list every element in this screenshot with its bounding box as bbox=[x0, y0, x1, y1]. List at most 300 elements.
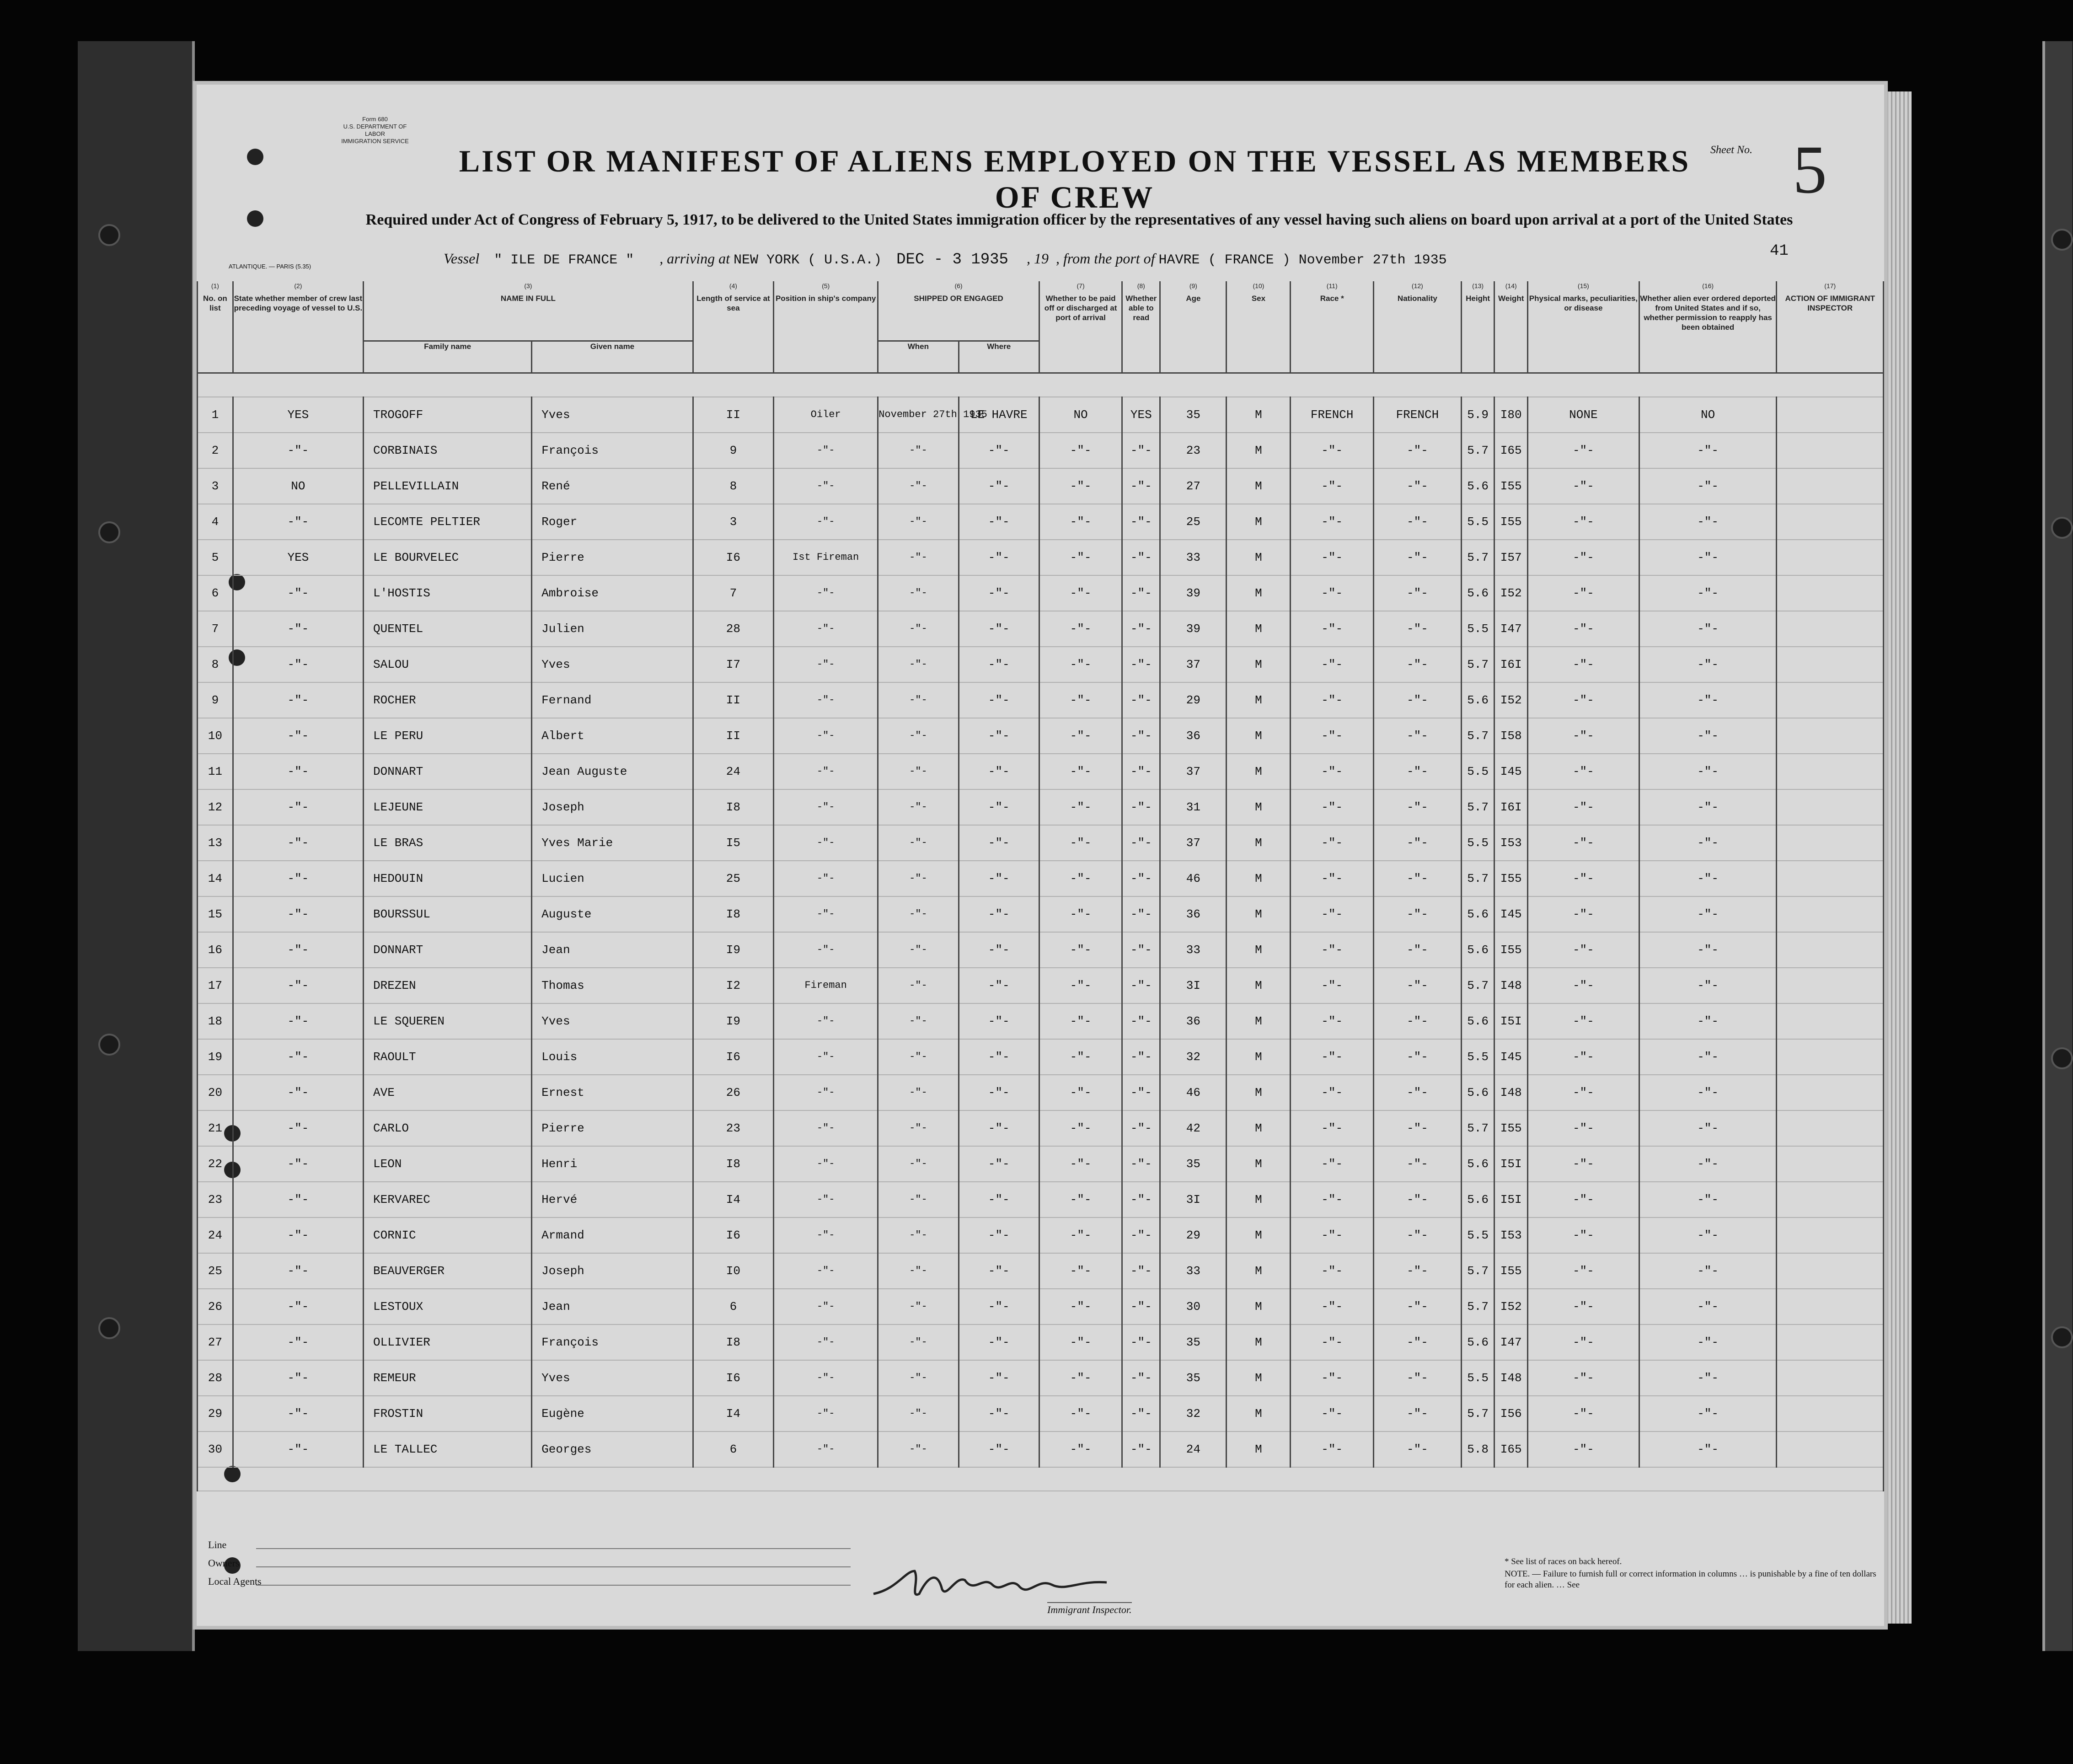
cell-where: -"- bbox=[959, 1289, 1039, 1324]
binder-ring-hole bbox=[2051, 1326, 2073, 1348]
cell-given: Thomas bbox=[532, 968, 693, 1003]
cell-race: -"- bbox=[1291, 1146, 1373, 1182]
cell-read: -"- bbox=[1122, 682, 1160, 718]
cell-read: -"- bbox=[1122, 1039, 1160, 1075]
cell-when: -"- bbox=[878, 1003, 959, 1039]
cell-action bbox=[1777, 1182, 1884, 1217]
cell-height: 5.7 bbox=[1461, 861, 1494, 896]
cell-no: 19 bbox=[198, 1039, 233, 1075]
cell-read: -"- bbox=[1122, 968, 1160, 1003]
cell-where: -"- bbox=[959, 1432, 1039, 1467]
cell-age: 37 bbox=[1160, 754, 1227, 789]
cell-no: 4 bbox=[198, 504, 233, 540]
cell-marks: -"- bbox=[1528, 611, 1639, 647]
cell-given: Lucien bbox=[532, 861, 693, 896]
cell-age: 33 bbox=[1160, 540, 1227, 575]
cell-race: -"- bbox=[1291, 1217, 1373, 1253]
cell-weight: I52 bbox=[1494, 682, 1528, 718]
cell-no: 16 bbox=[198, 932, 233, 968]
header-nationality: (12) Nationality bbox=[1373, 281, 1461, 373]
cell-weight: I53 bbox=[1494, 1217, 1528, 1253]
cell-when: -"- bbox=[878, 540, 959, 575]
cell-given: Roger bbox=[532, 504, 693, 540]
departure-port: HAVRE ( FRANCE ) November 27th 1935 bbox=[1158, 252, 1447, 268]
cell-nationality: -"- bbox=[1373, 1110, 1461, 1146]
cell-where: -"- bbox=[959, 468, 1039, 504]
cell-where: -"- bbox=[959, 540, 1039, 575]
table-header bbox=[198, 281, 1884, 373]
cell-read: -"- bbox=[1122, 1003, 1160, 1039]
table-row bbox=[198, 789, 1884, 825]
cell-position: -"- bbox=[774, 861, 878, 896]
cell-when: -"- bbox=[878, 647, 959, 682]
cell-when: -"- bbox=[878, 468, 959, 504]
cell-marks: -"- bbox=[1528, 575, 1639, 611]
cell-race: -"- bbox=[1291, 1289, 1373, 1324]
cell-paid: -"- bbox=[1039, 789, 1122, 825]
cell-read: -"- bbox=[1122, 1110, 1160, 1146]
note-text: — Failure to furnish full or correct information in columns … is punishable by a fine of ten dollars for each alien. … See bbox=[1505, 1569, 1876, 1590]
cell-no: 26 bbox=[198, 1289, 233, 1324]
cell-sex: M bbox=[1227, 1360, 1291, 1396]
cell-paid: -"- bbox=[1039, 861, 1122, 896]
cell-deported: -"- bbox=[1639, 682, 1777, 718]
header-sex: (10) Sex bbox=[1227, 281, 1291, 373]
cell-family: HEDOUIN bbox=[363, 861, 531, 896]
cell-marks: -"- bbox=[1528, 504, 1639, 540]
header-race: (11) Race * bbox=[1291, 281, 1373, 373]
cell-sex: M bbox=[1227, 1039, 1291, 1075]
table-row bbox=[198, 1396, 1884, 1432]
cell-height: 5.5 bbox=[1461, 754, 1494, 789]
header-family-name: Family name bbox=[363, 341, 531, 373]
cell-action bbox=[1777, 1289, 1884, 1324]
cell-deported: -"- bbox=[1639, 1146, 1777, 1182]
sheet-label: Sheet No. bbox=[1710, 144, 1752, 156]
cell-sex: M bbox=[1227, 647, 1291, 682]
cell-age: 32 bbox=[1160, 1039, 1227, 1075]
cell-when: -"- bbox=[878, 1253, 959, 1289]
cell-height: 5.7 bbox=[1461, 433, 1494, 468]
cell-marks: -"- bbox=[1528, 1324, 1639, 1360]
cell-age: 25 bbox=[1160, 504, 1227, 540]
cell-when: -"- bbox=[878, 789, 959, 825]
cell-action bbox=[1777, 1324, 1884, 1360]
header-previous-voyage: (2) State whether member of crew last preceding voyage of vessel to U.S. bbox=[233, 281, 363, 373]
cell-when: -"- bbox=[878, 968, 959, 1003]
cell-age: 31 bbox=[1160, 789, 1227, 825]
cell-deported: NO bbox=[1639, 397, 1777, 433]
cell-where: -"- bbox=[959, 1075, 1039, 1110]
cell-age: 30 bbox=[1160, 1289, 1227, 1324]
cell-race: -"- bbox=[1291, 611, 1373, 647]
cell-marks: -"- bbox=[1528, 718, 1639, 754]
cell-when: -"- bbox=[878, 1110, 959, 1146]
cell-height: 5.7 bbox=[1461, 540, 1494, 575]
cell-where: -"- bbox=[959, 789, 1039, 825]
cell-family: LE BOURVELEC bbox=[363, 540, 531, 575]
cell-action bbox=[1777, 682, 1884, 718]
table-row bbox=[198, 861, 1884, 896]
cell-prev: NO bbox=[233, 468, 363, 504]
cell-age: 46 bbox=[1160, 1075, 1227, 1110]
cell-service: 7 bbox=[693, 575, 773, 611]
cell-prev: -"- bbox=[233, 647, 363, 682]
cell-height: 5.7 bbox=[1461, 1110, 1494, 1146]
cell-weight: I56 bbox=[1494, 1396, 1528, 1432]
cell-weight: I45 bbox=[1494, 1039, 1528, 1075]
cell-read: -"- bbox=[1122, 825, 1160, 861]
cell-position: -"- bbox=[774, 1360, 878, 1396]
cell-deported: -"- bbox=[1639, 1396, 1777, 1432]
cell-paid: -"- bbox=[1039, 896, 1122, 932]
cell-paid: -"- bbox=[1039, 1039, 1122, 1075]
cell-action bbox=[1777, 1432, 1884, 1467]
binder-right-strip bbox=[2042, 41, 2073, 1651]
page-stack-edge bbox=[1884, 91, 1912, 1624]
cell-sex: M bbox=[1227, 1396, 1291, 1432]
cell-family: RAOULT bbox=[363, 1039, 531, 1075]
cell-height: 5.6 bbox=[1461, 932, 1494, 968]
cell-where: -"- bbox=[959, 932, 1039, 968]
cell-marks: -"- bbox=[1528, 861, 1639, 896]
cell-no: 20 bbox=[198, 1075, 233, 1110]
cell-position: -"- bbox=[774, 754, 878, 789]
cell-sex: M bbox=[1227, 861, 1291, 896]
cell-nationality: -"- bbox=[1373, 825, 1461, 861]
cell-read: -"- bbox=[1122, 718, 1160, 754]
cell-given: Ernest bbox=[532, 1075, 693, 1110]
cell-family: REMEUR bbox=[363, 1360, 531, 1396]
cell-where: -"- bbox=[959, 575, 1039, 611]
cell-weight: I48 bbox=[1494, 968, 1528, 1003]
cell-service: I6 bbox=[693, 1360, 773, 1396]
cell-no: 5 bbox=[198, 540, 233, 575]
cell-no: 13 bbox=[198, 825, 233, 861]
cell-age: 32 bbox=[1160, 1396, 1227, 1432]
cell-race: -"- bbox=[1291, 1075, 1373, 1110]
cell-where: -"- bbox=[959, 647, 1039, 682]
header-age: (9) Age bbox=[1160, 281, 1227, 373]
header-where: Where bbox=[959, 341, 1039, 373]
table-row bbox=[198, 575, 1884, 611]
cell-read: -"- bbox=[1122, 1289, 1160, 1324]
table-row bbox=[198, 468, 1884, 504]
cell-height: 5.5 bbox=[1461, 1217, 1494, 1253]
cell-race: -"- bbox=[1291, 754, 1373, 789]
cell-read: -"- bbox=[1122, 433, 1160, 468]
table-row bbox=[198, 1110, 1884, 1146]
cell-prev: -"- bbox=[233, 575, 363, 611]
table-row bbox=[198, 896, 1884, 932]
cell-age: 29 bbox=[1160, 1217, 1227, 1253]
cell-no: 6 bbox=[198, 575, 233, 611]
cell-no: 30 bbox=[198, 1432, 233, 1467]
cell-where: -"- bbox=[959, 1039, 1039, 1075]
cell-action bbox=[1777, 433, 1884, 468]
cell-given: François bbox=[532, 433, 693, 468]
table-row bbox=[198, 825, 1884, 861]
cell-where: -"- bbox=[959, 896, 1039, 932]
line-label: Line bbox=[208, 1539, 227, 1550]
cell-no: 8 bbox=[198, 647, 233, 682]
cell-position: -"- bbox=[774, 1396, 878, 1432]
cell-age: 33 bbox=[1160, 1253, 1227, 1289]
binder-ring-hole bbox=[2051, 517, 2073, 539]
owners-rule bbox=[256, 1566, 851, 1567]
cell-sex: M bbox=[1227, 968, 1291, 1003]
cell-height: 5.6 bbox=[1461, 1146, 1494, 1182]
binder-ring-hole bbox=[98, 1317, 120, 1339]
cell-service: II bbox=[693, 682, 773, 718]
cell-nationality: -"- bbox=[1373, 468, 1461, 504]
cell-nationality: -"- bbox=[1373, 682, 1461, 718]
cell-race: -"- bbox=[1291, 896, 1373, 932]
cell-weight: I5I bbox=[1494, 1182, 1528, 1217]
cell-weight: I65 bbox=[1494, 433, 1528, 468]
cell-prev: -"- bbox=[233, 1360, 363, 1396]
cell-paid: -"- bbox=[1039, 468, 1122, 504]
cell-service: 23 bbox=[693, 1110, 773, 1146]
binder-left-strip bbox=[78, 41, 195, 1651]
cell-position: -"- bbox=[774, 468, 878, 504]
cell-read: -"- bbox=[1122, 1075, 1160, 1110]
form-identifier bbox=[336, 116, 414, 145]
cell-service: I4 bbox=[693, 1182, 773, 1217]
cell-weight: I47 bbox=[1494, 1324, 1528, 1360]
cell-no: 11 bbox=[198, 754, 233, 789]
table-row bbox=[198, 1075, 1884, 1110]
cell-paid: -"- bbox=[1039, 433, 1122, 468]
cell-paid: -"- bbox=[1039, 1324, 1122, 1360]
cell-height: 5.7 bbox=[1461, 968, 1494, 1003]
cell-action bbox=[1777, 896, 1884, 932]
cell-read: -"- bbox=[1122, 504, 1160, 540]
cell-read: -"- bbox=[1122, 1396, 1160, 1432]
cell-race: -"- bbox=[1291, 1396, 1373, 1432]
cell-given: René bbox=[532, 468, 693, 504]
header-list-number: (1) No. on list bbox=[198, 281, 233, 373]
cell-paid: -"- bbox=[1039, 968, 1122, 1003]
cell-position: -"- bbox=[774, 896, 878, 932]
header-weight: (14) Weight bbox=[1494, 281, 1528, 373]
cell-weight: I48 bbox=[1494, 1075, 1528, 1110]
punch-hole bbox=[247, 149, 263, 165]
table-row bbox=[198, 611, 1884, 647]
cell-given: François bbox=[532, 1324, 693, 1360]
cell-paid: -"- bbox=[1039, 1360, 1122, 1396]
cell-service: II bbox=[693, 718, 773, 754]
binder-ring-hole bbox=[2051, 1047, 2073, 1069]
cell-deported: -"- bbox=[1639, 1432, 1777, 1467]
cell-where: -"- bbox=[959, 504, 1039, 540]
cell-prev: -"- bbox=[233, 825, 363, 861]
cell-when: -"- bbox=[878, 504, 959, 540]
cell-read: -"- bbox=[1122, 1146, 1160, 1182]
cell-marks: -"- bbox=[1528, 932, 1639, 968]
cell-sex: M bbox=[1227, 433, 1291, 468]
cell-nationality: -"- bbox=[1373, 1360, 1461, 1396]
cell-read: -"- bbox=[1122, 647, 1160, 682]
cell-weight: I58 bbox=[1494, 718, 1528, 754]
cell-age: 3I bbox=[1160, 968, 1227, 1003]
cell-sex: M bbox=[1227, 754, 1291, 789]
cell-when: -"- bbox=[878, 1360, 959, 1396]
cell-paid: NO bbox=[1039, 397, 1122, 433]
cell-nationality: -"- bbox=[1373, 540, 1461, 575]
signature-caption: Immigrant Inspector. bbox=[1047, 1602, 1132, 1616]
year-label: , 19 bbox=[1026, 250, 1049, 267]
cell-deported: -"- bbox=[1639, 504, 1777, 540]
cell-deported: -"- bbox=[1639, 1360, 1777, 1396]
cell-given: Yves bbox=[532, 1003, 693, 1039]
cell-nationality: -"- bbox=[1373, 968, 1461, 1003]
cell-family: AVE bbox=[363, 1075, 531, 1110]
cell-prev: -"- bbox=[233, 1110, 363, 1146]
cell-height: 5.7 bbox=[1461, 789, 1494, 825]
cell-sex: M bbox=[1227, 1110, 1291, 1146]
cell-weight: I53 bbox=[1494, 825, 1528, 861]
cell-sex: M bbox=[1227, 1003, 1291, 1039]
cell-position: Oiler bbox=[774, 397, 878, 433]
cell-nationality: -"- bbox=[1373, 896, 1461, 932]
spacer-row bbox=[198, 1467, 1884, 1491]
cell-family: LE TALLEC bbox=[363, 1432, 531, 1467]
cell-paid: -"- bbox=[1039, 611, 1122, 647]
cell-position: -"- bbox=[774, 1039, 878, 1075]
cell-position: -"- bbox=[774, 789, 878, 825]
table-body bbox=[198, 373, 1884, 1491]
service-name: IMMIGRATION SERVICE bbox=[341, 138, 409, 145]
cell-age: 29 bbox=[1160, 682, 1227, 718]
table-row bbox=[198, 1146, 1884, 1182]
cell-age: 35 bbox=[1160, 1146, 1227, 1182]
cell-deported: -"- bbox=[1639, 754, 1777, 789]
cell-race: -"- bbox=[1291, 718, 1373, 754]
cell-marks: -"- bbox=[1528, 647, 1639, 682]
cell-no: 27 bbox=[198, 1324, 233, 1360]
binder-ring-hole bbox=[2051, 229, 2073, 251]
cell-given: Hervé bbox=[532, 1182, 693, 1217]
cell-service: I5 bbox=[693, 825, 773, 861]
cell-nationality: -"- bbox=[1373, 932, 1461, 968]
crew-manifest-table bbox=[197, 281, 1884, 1491]
spacer-cell bbox=[198, 1467, 1884, 1491]
cell-weight: I5I bbox=[1494, 1146, 1528, 1182]
table-row bbox=[198, 682, 1884, 718]
cell-marks: -"- bbox=[1528, 1039, 1639, 1075]
header-given-name: Given name bbox=[532, 341, 693, 373]
cell-height: 5.6 bbox=[1461, 1075, 1494, 1110]
cell-family: CORBINAIS bbox=[363, 433, 531, 468]
cell-service: I6 bbox=[693, 540, 773, 575]
cell-height: 5.7 bbox=[1461, 1289, 1494, 1324]
cell-deported: -"- bbox=[1639, 789, 1777, 825]
cell-given: Georges bbox=[532, 1432, 693, 1467]
cell-position: -"- bbox=[774, 1432, 878, 1467]
cell-marks: -"- bbox=[1528, 789, 1639, 825]
cell-when: -"- bbox=[878, 1182, 959, 1217]
cell-action bbox=[1777, 1360, 1884, 1396]
cell-marks: -"- bbox=[1528, 896, 1639, 932]
cell-weight: I6I bbox=[1494, 789, 1528, 825]
cell-paid: -"- bbox=[1039, 1003, 1122, 1039]
cell-sex: M bbox=[1227, 1324, 1291, 1360]
cell-service: I6 bbox=[693, 1217, 773, 1253]
cell-when: -"- bbox=[878, 611, 959, 647]
cell-weight: I55 bbox=[1494, 468, 1528, 504]
cell-where: -"- bbox=[959, 1324, 1039, 1360]
cell-where: -"- bbox=[959, 611, 1039, 647]
cell-where: -"- bbox=[959, 1360, 1039, 1396]
cell-paid: -"- bbox=[1039, 1396, 1122, 1432]
cell-prev: -"- bbox=[233, 1217, 363, 1253]
cell-race: -"- bbox=[1291, 682, 1373, 718]
cell-family: CORNIC bbox=[363, 1217, 531, 1253]
cell-where: -"- bbox=[959, 1110, 1039, 1146]
cell-service: I4 bbox=[693, 1396, 773, 1432]
binder-ring-hole bbox=[98, 1034, 120, 1056]
cell-deported: -"- bbox=[1639, 932, 1777, 968]
cell-nationality: -"- bbox=[1373, 575, 1461, 611]
cell-prev: -"- bbox=[233, 433, 363, 468]
cell-sex: M bbox=[1227, 1075, 1291, 1110]
cell-deported: -"- bbox=[1639, 968, 1777, 1003]
cell-deported: -"- bbox=[1639, 1039, 1777, 1075]
cell-action bbox=[1777, 932, 1884, 968]
cell-position: -"- bbox=[774, 932, 878, 968]
cell-age: 35 bbox=[1160, 1324, 1227, 1360]
cell-no: 12 bbox=[198, 789, 233, 825]
arriving-port: NEW YORK ( U.S.A.) bbox=[734, 252, 882, 268]
header-position: (5) Position in ship's company bbox=[774, 281, 878, 373]
cell-nationality: -"- bbox=[1373, 504, 1461, 540]
cell-no: 22 bbox=[198, 1146, 233, 1182]
cell-race: -"- bbox=[1291, 1432, 1373, 1467]
cell-action bbox=[1777, 397, 1884, 433]
cell-no: 10 bbox=[198, 718, 233, 754]
legal-requirement-text: Required under Act of Congress of February 5, 1917, to be delivered to the United States immigration officer by the representatives of any vessel having such aliens on board upon arrival at a port of the United States bbox=[365, 211, 1793, 228]
cell-service: I0 bbox=[693, 1253, 773, 1289]
cell-no: 2 bbox=[198, 433, 233, 468]
table-row bbox=[198, 1324, 1884, 1360]
cell-paid: -"- bbox=[1039, 1182, 1122, 1217]
cell-position: -"- bbox=[774, 1110, 878, 1146]
cell-where: -"- bbox=[959, 1146, 1039, 1182]
cell-height: 5.5 bbox=[1461, 1039, 1494, 1075]
cell-prev: -"- bbox=[233, 968, 363, 1003]
cell-position: -"- bbox=[774, 1289, 878, 1324]
cell-paid: -"- bbox=[1039, 754, 1122, 789]
corner-number: 41 bbox=[1770, 242, 1789, 260]
cell-where: -"- bbox=[959, 682, 1039, 718]
cell-family: LECOMTE PELTIER bbox=[363, 504, 531, 540]
cell-paid: -"- bbox=[1039, 1146, 1122, 1182]
cell-read: -"- bbox=[1122, 754, 1160, 789]
cell-action bbox=[1777, 1217, 1884, 1253]
cell-marks: -"- bbox=[1528, 682, 1639, 718]
cell-no: 28 bbox=[198, 1360, 233, 1396]
cell-position: -"- bbox=[774, 575, 878, 611]
cell-nationality: -"- bbox=[1373, 1182, 1461, 1217]
cell-sex: M bbox=[1227, 682, 1291, 718]
cell-service: 6 bbox=[693, 1289, 773, 1324]
cell-deported: -"- bbox=[1639, 718, 1777, 754]
cell-prev: -"- bbox=[233, 1039, 363, 1075]
cell-race: -"- bbox=[1291, 1324, 1373, 1360]
cell-position: -"- bbox=[774, 1146, 878, 1182]
cell-marks: NONE bbox=[1528, 397, 1639, 433]
